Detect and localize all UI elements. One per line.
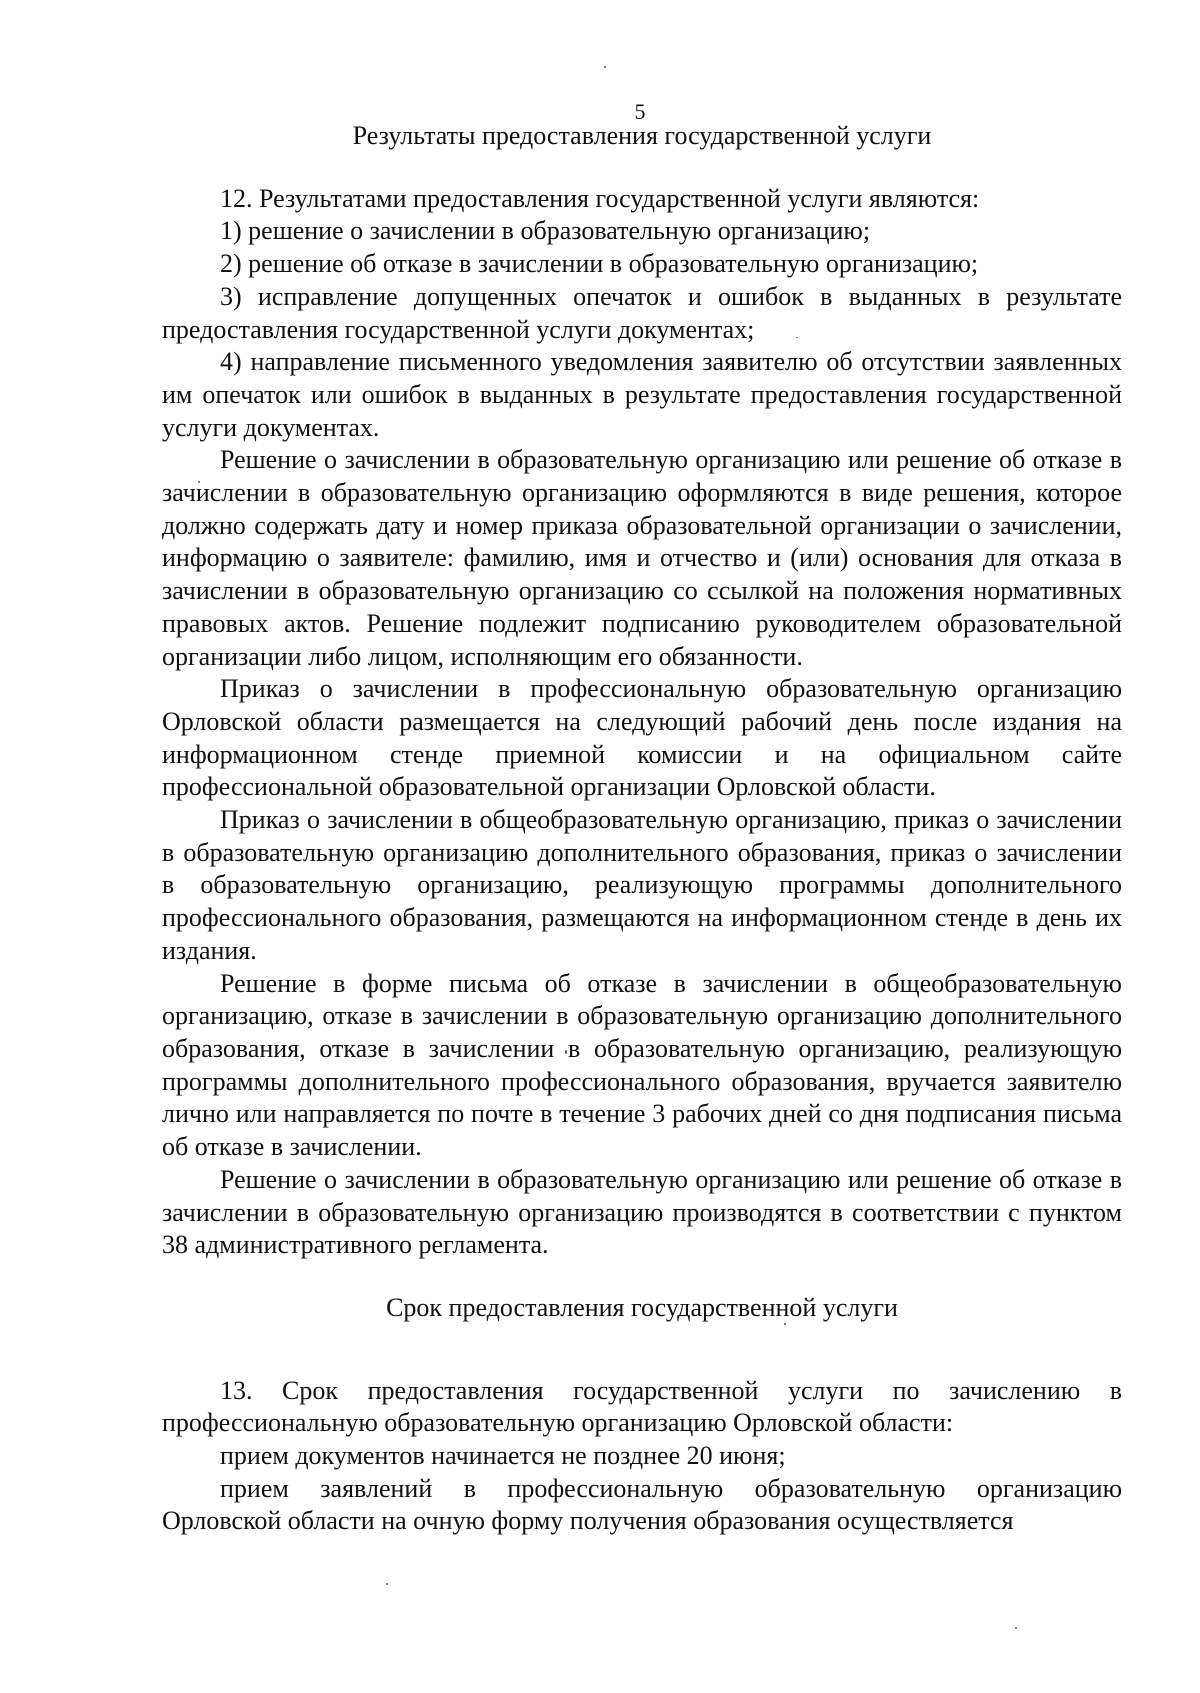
section-results-body <box>162 183 1122 1262</box>
paragraph: 13. Срок предоставления государственной услуги по зачислению в профессиональную образовательную организацию Орловской области: <box>162 1375 1122 1438</box>
page-number: 5 <box>634 99 646 124</box>
document-body <box>162 120 1122 1538</box>
section-term-body <box>162 1375 1122 1539</box>
list-item: 1) решение о зачислении в образовательную организацию; <box>220 216 871 246</box>
paragraph: Решение о зачислении в образовательную организацию или решение об отказе в зачислении в образовательную организацию оформляются в виде решения, которое должно содержать дату и номер приказа образовательной организации о зачислении, информацию о заявителе: фамилию, имя и отчество и (или) основания для отказа в зачислении в образовательную организацию со ссылкой на положения нормативных правовых актов. Решение подлежит подписанию руководителем образовательной организации либо лицом, исполняющим его обязанности. <box>162 445 1122 671</box>
section-heading-results: Результаты предоставления государственной услуги <box>352 121 932 150</box>
paragraph: Решение в форме письма об отказе в зачислении в общеобразовательную организацию, отказе в зачислении в образовательную организацию дополнительного образования, отказе в зачислении в образовательную организацию, реализующую программы дополнительного профессионального образования, вручается заявителю лично или направляется по почте в течение 3 рабочих дней со дня подписания письма об отказе в зачислении. <box>162 968 1122 1162</box>
section-heading-term: Срок предоставления государственной услуги <box>386 1292 898 1322</box>
paragraph: Решение о зачислении в образовательную организацию или решение об отказе в зачислении в образовательную организацию производятся в соответствии с пунктом 38 административного регламента. <box>162 1164 1122 1260</box>
list-item: 4) направление письменного уведомления заявителю об отсутствии заявленных им опечаток или ошибок в выданных в результате предоставления государственной услуги документах. <box>162 347 1122 442</box>
paragraph: прием заявлений в профессиональную образовательную организацию Орловской области на очную форму получения образования осуществляется <box>162 1473 1122 1536</box>
paragraph: Приказ о зачислении в профессиональную образовательную организацию Орловской области размещается на следующий рабочий день после издания на информационном стенде приемной комиссии и на официальном сайте профессиональной образовательной организации Орловской области. <box>162 674 1122 802</box>
paragraph: 12. Результатами предоставления государственной услуги являются: <box>220 183 980 213</box>
list-item: 2) решение об отказе в зачислении в образовательную организацию; <box>220 249 979 279</box>
list-item: 3) исправление допущенных опечаток и ошибок в выданных в результате предоставления государственной услуги документах; <box>162 281 1122 344</box>
paragraph: Приказ о зачислении в общеобразовательную организацию, приказ о зачислении в образовательную организацию дополнительного образования, приказ о зачислении в образовательную организацию, реализующую программы дополнительного профессионального образования, размещаются на информационном стенде в день их издания. <box>162 805 1122 965</box>
paragraph: прием документов начинается не позднее 20 июня; <box>220 1441 786 1471</box>
